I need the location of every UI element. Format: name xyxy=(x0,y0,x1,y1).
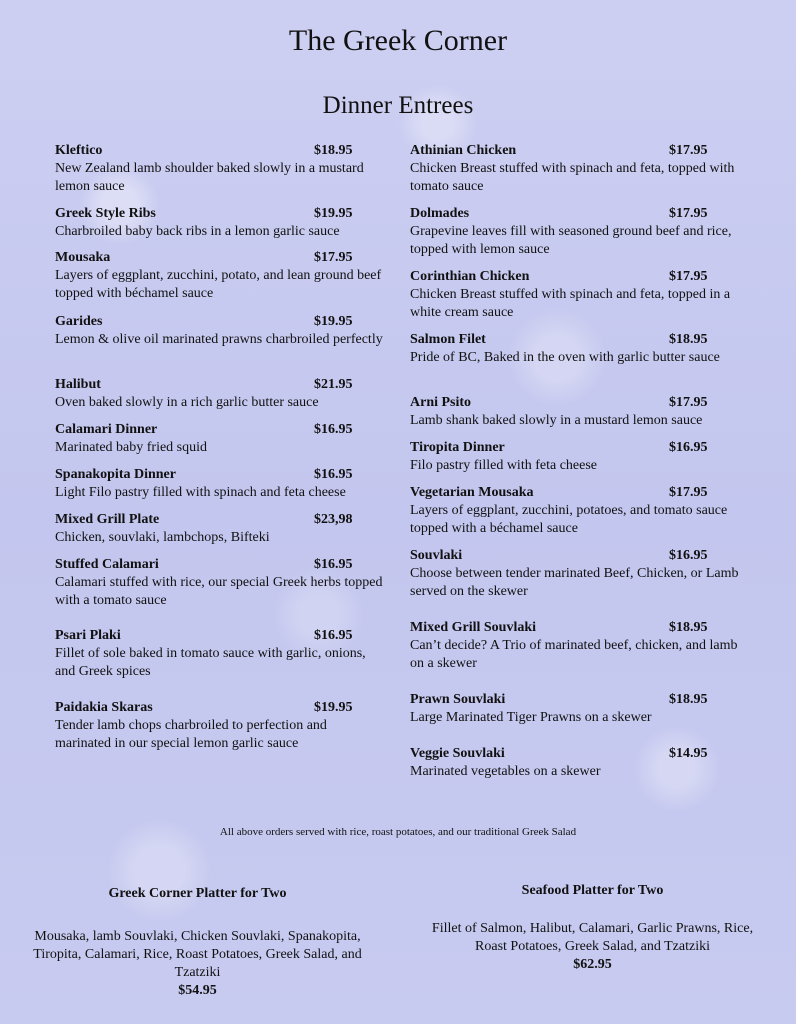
menu-item-price: $17.95 xyxy=(669,143,708,158)
menu-item xyxy=(410,205,745,259)
menu-item-name: Veggie Souvlaki xyxy=(410,746,505,761)
menu-item xyxy=(410,484,745,538)
menu-item-name: Paidakia Skaras xyxy=(55,700,153,715)
menu-item-name: Souvlaki xyxy=(410,548,463,563)
menu-item-description: Large Marinated Tiger Prawns on a skewer xyxy=(410,710,652,725)
platter-price: $62.95 xyxy=(573,957,612,972)
menu-item-name: Tiropita Dinner xyxy=(410,440,505,455)
menu-item xyxy=(410,268,745,322)
menu-item-description: Grapevine leaves fill with seasoned ground beef and rice, topped with lemon sauce xyxy=(410,224,732,257)
menu-item-description: Lamb shank baked slowly in a mustard lemon sauce xyxy=(410,413,703,428)
menu-item xyxy=(55,511,385,547)
menu-item-description: Pride of BC, Baked in the oven with garlic butter sauce xyxy=(410,350,720,365)
menu-item-name: Arni Psito xyxy=(410,395,472,410)
menu-item-description: Filo pastry filled with feta cheese xyxy=(410,458,597,473)
menu-item-price: $19.95 xyxy=(314,314,353,329)
menu-item-price: $16.95 xyxy=(314,557,353,572)
platter-price: $54.95 xyxy=(178,983,217,998)
menu-item-description: Marinated vegetables on a skewer xyxy=(410,764,601,779)
menu-item-name: Garides xyxy=(55,314,103,329)
menu-item xyxy=(410,439,745,475)
menu-item-price: $16.95 xyxy=(669,440,708,455)
menu-item-price: $19.95 xyxy=(314,700,353,715)
menu-item xyxy=(410,745,745,781)
menu-item-description: Oven baked slowly in a rich garlic butter sauce xyxy=(55,395,319,410)
platter-title: Greek Corner Platter for Two xyxy=(108,886,287,901)
menu-item xyxy=(410,547,745,601)
menu-item-description: Choose between tender marinated Beef, Chicken, or Lamb served on the skewer xyxy=(410,566,739,599)
menu-item-name: Corinthian Chicken xyxy=(410,269,530,284)
platter-description: Fillet of Salmon, Halibut, Calamari, Garlic Prawns, Rice, Roast Potatoes, Greek Salad, and Tzatziki xyxy=(431,921,754,954)
section-title: Dinner Entrees xyxy=(322,92,474,119)
menu-item xyxy=(55,421,385,457)
menu-item xyxy=(55,627,385,681)
menu-item-description: Layers of eggplant, zucchini, potatoes, and tomato sauce topped with a béchamel sauce xyxy=(410,503,728,536)
menu-item-price: $19.95 xyxy=(314,206,353,221)
menu-item-price: $16.95 xyxy=(314,628,353,643)
menu-item-description: Lemon & olive oil marinated prawns charbroiled perfectly xyxy=(55,332,383,347)
menu-item-name: Halibut xyxy=(55,377,101,392)
menu-item-price: $16.95 xyxy=(314,422,353,437)
menu-item xyxy=(55,699,385,753)
platter-greek-corner xyxy=(30,885,365,1000)
menu-item-description: Charbroiled baby back ribs in a lemon garlic sauce xyxy=(55,224,340,239)
menu-item xyxy=(410,331,745,367)
menu-item xyxy=(55,205,385,241)
menu-item-price: $16.95 xyxy=(669,548,708,563)
menu-item-description: Chicken, souvlaki, lambchops, Bifteki xyxy=(55,530,270,545)
menu-item-price: $14.95 xyxy=(669,746,708,761)
menu-item xyxy=(55,249,385,303)
menu-item-name: Mousaka xyxy=(55,250,111,265)
menu-item-name: Kleftico xyxy=(55,143,103,158)
menu-item-name: Greek Style Ribs xyxy=(55,206,156,221)
menu-item-price: $17.95 xyxy=(669,485,708,500)
platter-title: Seafood Platter for Two xyxy=(521,883,664,898)
menu-item-description: Calamari stuffed with rice, our special Greek herbs topped with a tomato sauce xyxy=(55,575,383,608)
menu-item-name: Calamari Dinner xyxy=(55,422,158,437)
menu-item-name: Salmon Filet xyxy=(410,332,486,347)
menu-item-price: $18.95 xyxy=(669,692,708,707)
menu-item xyxy=(55,313,385,349)
menu-item-description: Fillet of sole baked in tomato sauce with garlic, onions, and Greek spices xyxy=(55,646,366,679)
menu-item xyxy=(410,691,745,727)
menu-item-name: Athinian Chicken xyxy=(410,143,517,158)
menu-item xyxy=(410,142,745,196)
menu-item xyxy=(55,466,385,502)
menu-item xyxy=(55,556,385,610)
menu-item-description: Tender lamb chops charbroiled to perfection and marinated in our special lemon garlic sauce xyxy=(55,718,327,751)
menu-item xyxy=(410,619,745,673)
menu-item-price: $18.95 xyxy=(669,620,708,635)
menu-item-price: $17.95 xyxy=(669,206,708,221)
menu-item-description: Chicken Breast stuffed with spinach and feta, topped with tomato sauce xyxy=(410,161,735,194)
menu-item-description: Light Filo pastry filled with spinach and feta cheese xyxy=(55,485,346,500)
menu-item-price: $18.95 xyxy=(314,143,353,158)
menu-item-name: Mixed Grill Souvlaki xyxy=(410,620,537,635)
menu-item-price: $18.95 xyxy=(669,332,708,347)
restaurant-name: The Greek Corner xyxy=(288,24,508,57)
menu-item-description: Chicken Breast stuffed with spinach and feta, topped in a white cream sauce xyxy=(410,287,731,320)
menu-item-name: Prawn Souvlaki xyxy=(410,692,506,707)
menu-item-name: Psari Plaki xyxy=(55,628,121,643)
menu-item-description: Marinated baby fried squid xyxy=(55,440,208,455)
menu-item-name: Spanakopita Dinner xyxy=(55,467,176,482)
menu-item-price: $17.95 xyxy=(314,250,353,265)
menu-item-description: Can’t decide? A Trio of marinated beef, chicken, and lamb on a skewer xyxy=(410,638,738,671)
menu-item-name: Stuffed Calamari xyxy=(55,557,159,572)
menu-item-price: $17.95 xyxy=(669,395,708,410)
menu-item-name: Vegetarian Mousaka xyxy=(410,485,534,500)
menu-item-price: $17.95 xyxy=(669,269,708,284)
served-with-note: All above orders served with rice, roast potatoes, and our traditional Greek Salad xyxy=(219,826,577,838)
menu-item-price: $23,98 xyxy=(314,512,353,527)
menu-item xyxy=(410,394,745,430)
platter-description: Mousaka, lamb Souvlaki, Chicken Souvlaki, Spanakopita, Tiropita, Calamari, Rice, Roast Potatoes, Greek Salad, and Tzatziki xyxy=(33,929,362,980)
menu-item-description: New Zealand lamb shoulder baked slowly in a mustard lemon sauce xyxy=(55,161,364,194)
menu-item-price: $21.95 xyxy=(314,377,353,392)
menu-item-price: $16.95 xyxy=(314,467,353,482)
menu-item-name: Dolmades xyxy=(410,206,470,221)
menu-item-name: Mixed Grill Plate xyxy=(55,512,160,527)
menu-item xyxy=(55,376,385,412)
menu-item-description: Layers of eggplant, zucchini, potato, and lean ground beef topped with béchamel sauce xyxy=(55,268,382,301)
platter-seafood xyxy=(415,882,770,974)
menu-item xyxy=(55,142,385,196)
